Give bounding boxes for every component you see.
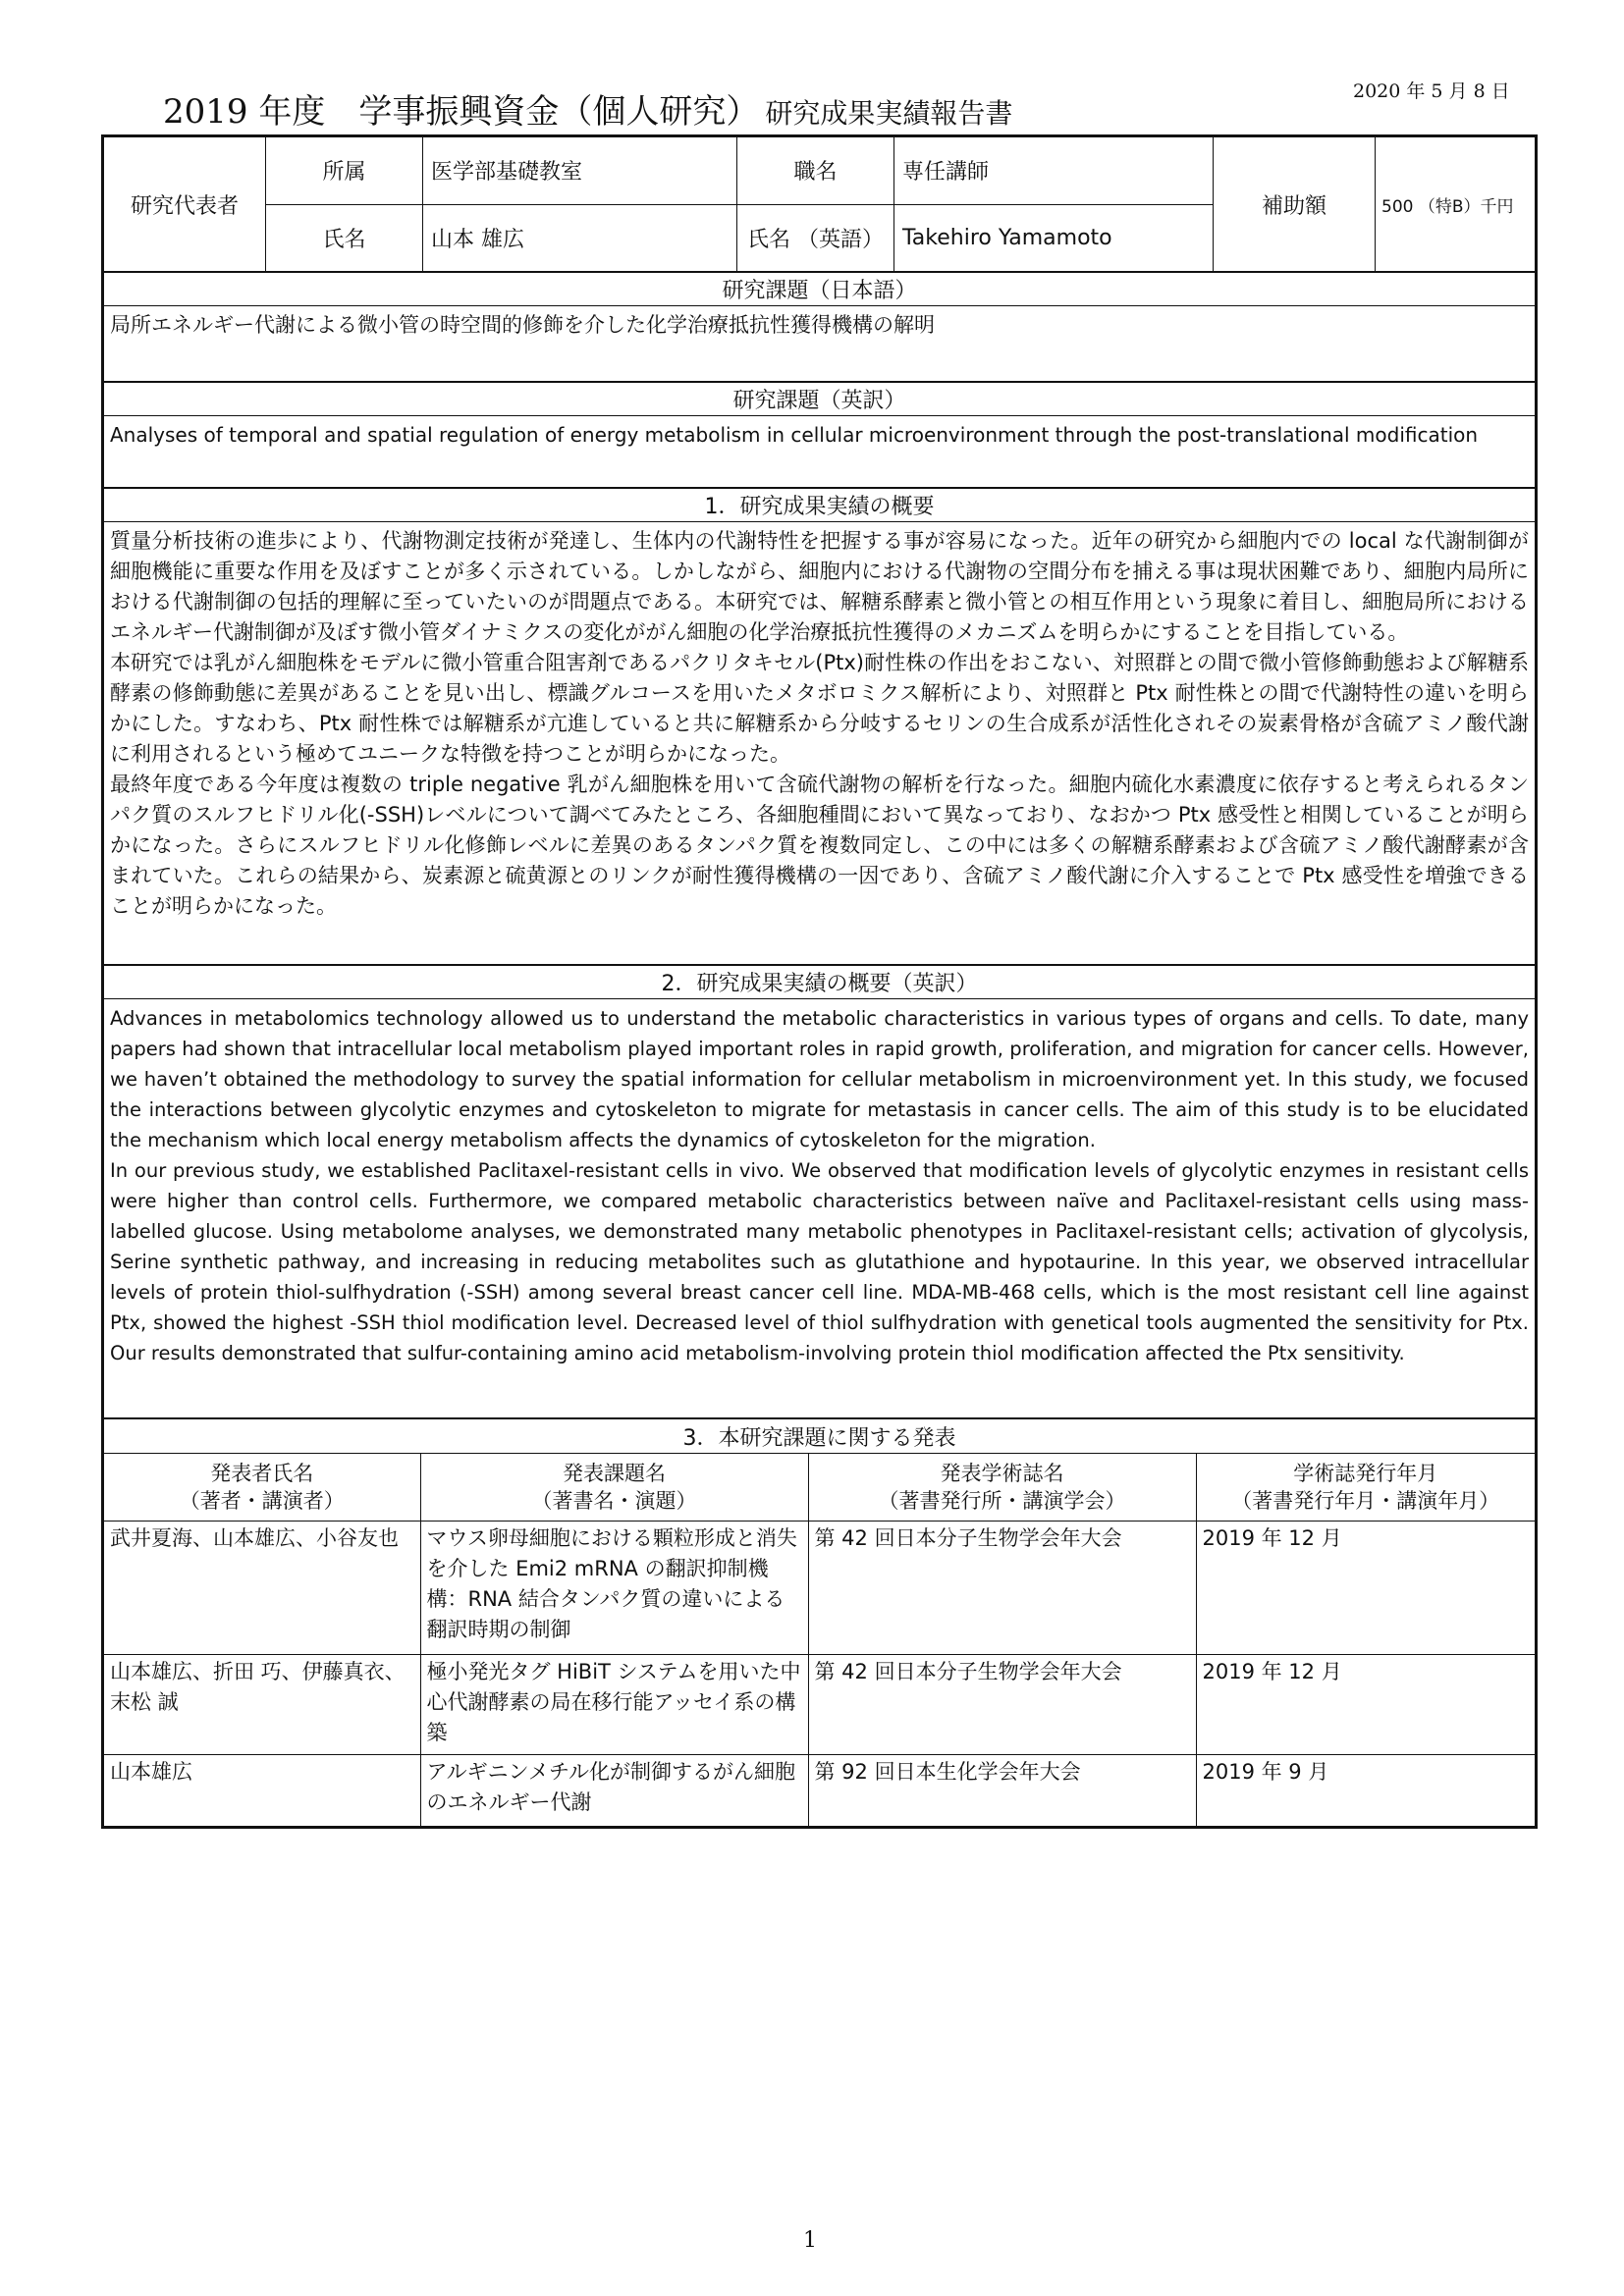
pub-title: アルギニンメチル化が制御するがん細胞のエネルギー代謝 [420, 1755, 808, 1826]
column-header: 発表学術誌名 （著書発行所・講演学会） [808, 1454, 1196, 1522]
label-column-1 [266, 137, 423, 271]
section-body-title-en [104, 416, 1535, 489]
value-column-1 [423, 137, 737, 271]
pub-authors: 山本雄広、折田 巧、伊藤真衣、末松 誠 [104, 1655, 420, 1755]
summary-en-paragraph: In our previous study, we established Paclitaxel-resistant cells in vivo. We observed that modification levels of glycolytic enzymes in resistant cells were higher than control cells. Furthermore, we compared metabolic characteristics between naïve and Paclitaxel-resistant cells using mass-labelled glucose. Using metabolome analyses, we demonstrated many metabolic phenotypes in Paclitaxel-resistant cells; activation of glycolysis, Serine synthetic pathway, and increasing in reducing metabolites such as glutathione and hypotaurine. In this year, we observed intracellular levels of protein thiol-sulfhydration (-SSH) among several breast cancer cell line. MDA-MB-468 cells, which is the most resistant cell line against Ptx, showed the highest -SSH thiol modification level. Decreased level of thiol sulfhydration with genetical tools augmented the sensitivity for Ptx. Our results demonstrated that sulfur-containing amino acid metabolism-involving protein thiol modification affected the Ptx sensitivity. [110, 1159, 1529, 1364]
research-title-ja: 局所エネルギー代謝による微小管の時空間的修飾を介した化学治療抵抗性獲得機構の解明 [110, 313, 935, 337]
report-date: 2020 年 5 月 8 日 [1353, 80, 1510, 102]
summary-ja-paragraph: 最終年度である今年度は複数の triple negative 乳がん細胞株を用いて含硫代謝物の解析を行なった。細胞内硫化水素濃度に依存すると考えられるタンパク質のスルフヒドリル化(-SSH)レベルについて調べてみたところ、各細胞種間において異なっており、なおかつ Ptx 感受性と相関していることが明らかになった。さらにスルフヒドリル化修飾レベルに差異のあるタンパク質を複数同定し、この中には多くの解糖系酵素および含硫アミノ酸代謝酵素が含まれていた。これらの結果から、炭素源と硫黄源とのリンクが耐性獲得機構の一因であり、含硫アミノ酸代謝に介入することで Ptx 感受性を増強できることが明らかになった。 [110, 773, 1529, 918]
column-header: 学術誌発行年月 （著書発行年月・講演年月） [1196, 1454, 1535, 1522]
summary-ja-paragraph: 質量分析技術の進歩により、代謝物測定技術が発達し、生体内の代謝特性を把握する事が容易になった。近年の研究から細胞内での local な代謝制御が細胞機能に重要な作用を及ぼすことが多く示されている。しかしながら、細胞内における代謝物の空間分布を捕える事は現状困難であり、細胞内局所における代謝制御の包括的理解に至っていたいのが問題点である。本研究では、解糖系酵素と微小管との相互作用という現象に着目し、細胞局所におけるエネルギー代謝制御が及ぼす微小管ダイナミクスの変化ががん細胞の化学治療抵抗性獲得のメカニズムを明らかにすることを目指している。 [110, 529, 1529, 644]
report-sheet [101, 134, 1538, 1829]
label-column-2 [737, 137, 894, 271]
pub-date: 2019 年 9 月 [1196, 1755, 1535, 1826]
section-body-summary-en [104, 999, 1535, 1419]
section-heading-summary-en: 2．研究成果実績の概要（英訳） [104, 966, 1535, 999]
pub-venue: 第 92 回日本生化学会年大会 [808, 1755, 1196, 1826]
grant-value: 500 （特B）千円 [1381, 196, 1514, 217]
section-heading-title-en: 研究課題（英訳） [104, 383, 1535, 416]
table-header-row [104, 1454, 1535, 1522]
column-header: 発表課題名 （著書名・演題） [420, 1454, 808, 1522]
affiliation-value: 医学部基礎教室 [431, 160, 583, 186]
summary-en-paragraph: Advances in metabolomics technology allowed us to understand the metabolic characteristics in various types of organs and cells. To date, many papers had shown that intracellular local metabolism played important roles in rapid growth, proliferation, and migration for cancer cells. However, we haven’t obtained the methodology to survey the spatial information for cellular metabolism in microenvironment yet. In this study, we focused the interactions between glycolytic enzymes and cytoskeleton to migrate for metastasis in cancer cells. The aim of this study is to be elucidated the mechanism which local energy metabolism affects the dynamics of cytoskeleton for the migration. [110, 1007, 1529, 1151]
title-sub: 研究成果実績報告書 [765, 97, 1013, 130]
pub-venue: 第 42 回日本分子生物学会年大会 [808, 1655, 1196, 1755]
section-heading-title-ja: 研究課題（日本語） [104, 273, 1535, 306]
value-column-2 [894, 137, 1214, 271]
summary-ja-paragraph: 本研究では乳がん細胞株をモデルに微小管重合阻害剤であるパクリタキセル(Ptx)耐性株の作出をおこない、対照群との間で微小管修飾動態および解糖系酵素の修飾動態に差異があることを見い出し、標識グルコースを用いたメタボロミクス解析により、対照群と Ptx 耐性株との間で代謝特性の違いを明らかにした。すなわち、Ptx 耐性株では解糖系が亢進していると共に解糖系から分岐するセリンの生合成系が活性化されその炭素骨格が含硫アミノ酸代謝に利用されるという極めてユニークな特徴を持つことが明らかになった。 [110, 651, 1529, 766]
name-en-value: Takehiro Yamamoto [894, 204, 1213, 272]
table-row [104, 1655, 1535, 1755]
title-main: 2019 年度 学事振興資金（個人研究） [163, 92, 760, 132]
name-value: 山本 雄広 [423, 204, 736, 272]
research-title-en: Analyses of temporal and spatial regulation of energy metabolism in cellular microenvironment through the post-translational modification [110, 423, 1479, 447]
grant-label: 補助額 [1214, 137, 1376, 271]
publications-table [104, 1453, 1535, 1826]
pub-authors: 武井夏海、山本雄広、小谷友也 [104, 1522, 420, 1655]
header-grid [104, 137, 1535, 273]
pub-date: 2019 年 12 月 [1196, 1655, 1535, 1755]
table-row [104, 1755, 1535, 1826]
table-row [104, 1522, 1535, 1655]
section-body-title-ja [104, 306, 1535, 383]
pub-title: マウス卵母細胞における顆粒形成と消失を介した Emi2 mRNA の翻訳抑制機構：RNA 結合タンパク質の違いによる翻訳時期の制御 [420, 1522, 808, 1655]
name-label: 氏名 [266, 204, 422, 272]
representative-label: 研究代表者 [104, 137, 266, 271]
section-heading-summary-ja: 1．研究成果実績の概要 [104, 489, 1535, 522]
section-body-summary-ja [104, 522, 1535, 966]
page-title [163, 84, 1012, 133]
position-label: 職名 [793, 160, 838, 186]
pub-date: 2019 年 12 月 [1196, 1522, 1535, 1655]
pub-title: 極小発光タグ HiBiT システムを用いた中心代謝酵素の局在移行能アッセイ系の構築 [420, 1655, 808, 1755]
affiliation-label: 所属 [322, 160, 366, 186]
pub-venue: 第 42 回日本分子生物学会年大会 [808, 1522, 1196, 1655]
section-heading-publications: 3．本研究課題に関する発表 [682, 1425, 956, 1451]
position-value: 専任講師 [902, 160, 990, 186]
column-header: 発表者氏名 （著者・講演者） [104, 1454, 420, 1522]
page-number: 1 [803, 2228, 817, 2253]
name-en-label: 氏名 （英語） [737, 204, 893, 272]
pub-authors: 山本雄広 [104, 1755, 420, 1826]
